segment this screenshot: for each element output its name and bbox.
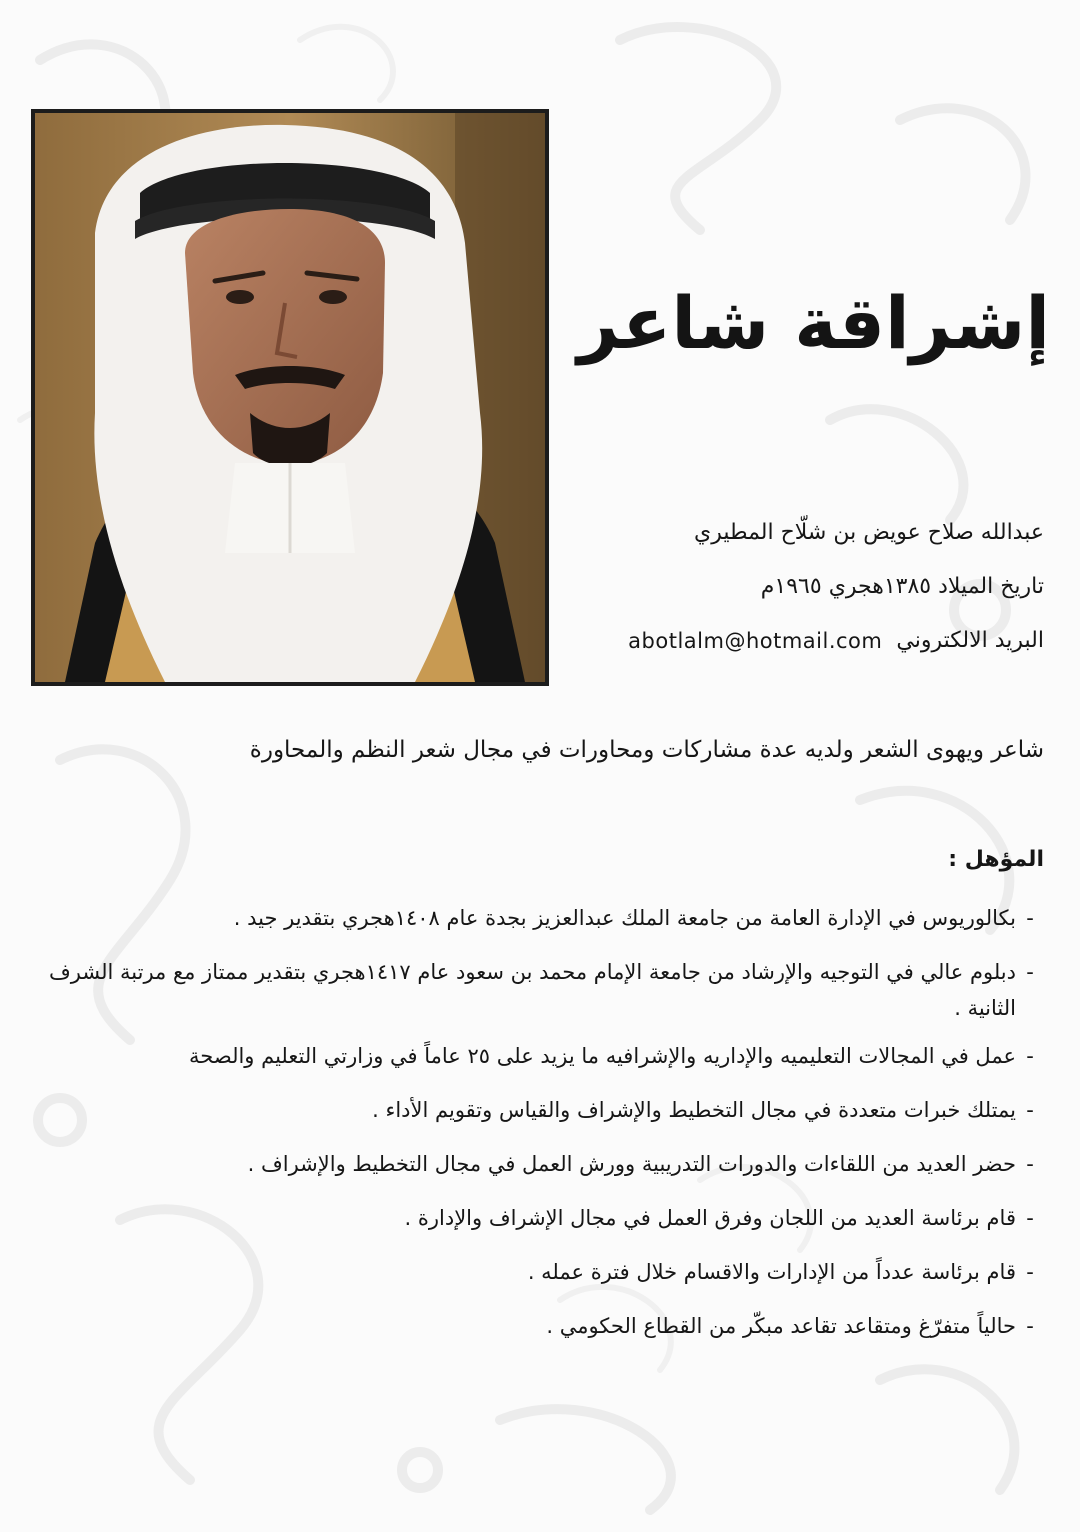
portrait-illustration: [35, 113, 545, 682]
list-item-dash: -: [1026, 1098, 1034, 1122]
list-item-dash: -: [1026, 1260, 1034, 1284]
list-item-text: حضر العديد من اللقاءات والدورات التدريبية وورش العمل في مجال التخطيط والإشراف .: [247, 1152, 1016, 1176]
list-item: [28, 1308, 1044, 1344]
list-item: [28, 1200, 1044, 1236]
list-item-text: بكالوريوس في الإدارة العامة من جامعة الملك عبدالعزيز بجدة عام ١٤٠٨هجري بتقدير جيد .: [233, 906, 1016, 930]
poet-name: عبدالله صلاح عويض بن شلّاح المطيري: [694, 520, 1044, 545]
birth-date-label: تاريخ الميلاد: [938, 574, 1044, 599]
birth-date: [560, 570, 1044, 604]
list-item: [28, 1092, 1044, 1128]
list-item-text: قام برئاسة عدداً من الإدارات والاقسام خلال فترة عمله .: [527, 1260, 1016, 1284]
list-item: [28, 1038, 1044, 1074]
page-title: إشراقة شاعر: [577, 281, 1050, 365]
list-item-dash: -: [1026, 906, 1034, 930]
list-item-text: قام برئاسة العديد من اللجان وفرق العمل في مجال الإشراف والإدارة .: [404, 1206, 1016, 1230]
birth-date-gregorian: ١٩٦٥م: [760, 574, 822, 599]
list-item-dash: -: [1026, 1314, 1034, 1338]
portrait-photo: [31, 109, 549, 686]
list-item-text: دبلوم عالي في التوجيه والإرشاد من جامعة الإمام محمد بن سعود عام ١٤١٧هجري بتقدير ممتاز مع مرتبة الشرف الثانية .: [49, 960, 1016, 1020]
list-item: [28, 900, 1044, 936]
list-item-dash: -: [1026, 1152, 1034, 1176]
list-item: [28, 954, 1044, 1026]
list-item-text: عمل في المجالات التعليميه والإداريه والإشرافيه ما يزيد على ٢٥ عاماً في وزارتي التعليم والصحة: [189, 1044, 1016, 1068]
email-row: [560, 624, 1044, 658]
list-item: [28, 1146, 1044, 1182]
email-address[interactable]: abotlalm@hotmail.com: [628, 629, 883, 653]
qualifications-list: [28, 900, 1044, 1362]
poet-bio: شاعر ويهوى الشعر ولديه عدة مشاركات ومحاورات في مجال شعر النظم والمحاورة: [249, 737, 1044, 763]
list-item: [28, 1254, 1044, 1290]
list-item-dash: -: [1026, 1206, 1034, 1230]
birth-date-hijri: ١٣٨٥هجري: [828, 574, 932, 599]
email-label: البريد الالكتروني: [896, 628, 1044, 653]
list-item-dash: -: [1026, 960, 1034, 984]
list-item-text: يمتلك خبرات متعددة في مجال التخطيط والإشراف والقياس وتقويم الأداء .: [372, 1098, 1016, 1122]
list-item-dash: -: [1026, 1044, 1034, 1068]
qualifications-heading: المؤهل :: [948, 847, 1044, 872]
list-item-text: حالياً متفرّغ ومتقاعد تقاعد مبكّر من القطاع الحكومي .: [546, 1314, 1016, 1338]
